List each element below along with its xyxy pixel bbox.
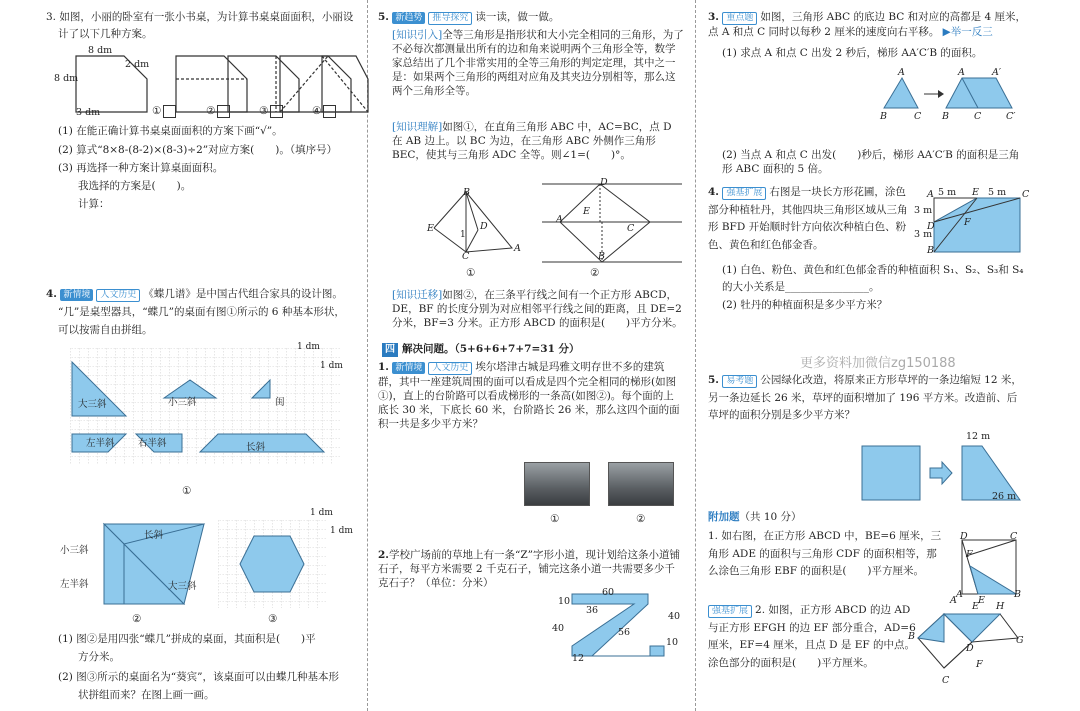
ex2-B: B [908, 631, 915, 642]
tri-C: C [914, 111, 922, 122]
bed-D: D [927, 221, 935, 232]
ex2-G: G [1016, 635, 1024, 646]
ex2-F: F [976, 659, 983, 670]
lbl-A: A [514, 243, 521, 254]
column-divider-right [695, 0, 696, 711]
q5-title: 5. 新趋势 推导探究 读一读，做一做。 [378, 11, 560, 23]
ex1-F: F [966, 549, 973, 560]
lawn-dim-26: 26 m [992, 491, 1017, 502]
dim-right: 2 dm [125, 59, 150, 70]
fig2-label-big: 大三斜 [168, 581, 197, 592]
fig2-label: ② [132, 613, 142, 625]
photo2-label: ② [636, 513, 646, 525]
zdim-10b: 10 [666, 637, 679, 648]
option-3[interactable]: ③ [259, 104, 283, 118]
lbl-angle1: 1 [460, 230, 466, 240]
lawn-dim-12: 12 m [966, 431, 991, 442]
lbl-C: C [462, 251, 470, 262]
q4-sub2b: 状拼组而来？在图上画一画。 [78, 689, 215, 701]
c3-q3-sub2: (2) 当点 A 和点 C 出发( )秒后，梯形 AA′C′B 的面积是三角形 ABC 面积的 5 倍。 [722, 149, 1020, 175]
c3-q5: 5. 易考题 公园绿化改造，将原来正方形草坪的一条边缩短 12 米，另一条边延长 26 米，草坪的面积增加了 196 平方米。改造前、后草坪的面积分别是多少平方米？ [708, 374, 1022, 421]
pyramid-photo-2 [608, 462, 674, 506]
q4-sub1b: 方分米。 [78, 651, 120, 663]
ex2-D: D [966, 643, 974, 654]
bed-E: E [972, 187, 979, 198]
unit-label-1: 1 dm [297, 342, 320, 352]
tri-B: B [880, 111, 887, 122]
shape-label-big: 大三斜 [78, 399, 107, 410]
q4-line1: 4. 新情境 人文历史 《蝶几谱》是中国古代组合家具的设计图。 [46, 288, 343, 300]
trap-C: C [974, 111, 982, 122]
bed-dim-3m-a: 3 m [914, 205, 933, 216]
q3-sub2: (2) 算式“8×8-(8-2)×(8-3)÷2”对应方案( )。（填序号） [58, 144, 338, 156]
photo1-label: ① [550, 513, 560, 525]
trap-B: B [942, 111, 949, 122]
c3-q3-sub1: (1) 求点 A 和点 C 出发 2 秒后，梯形 AA′C′B 的面积。 [722, 47, 983, 59]
ex1-C: C [1010, 531, 1018, 542]
c3-q4: 4. 强基扩展 右图是一块长方形花圃，涂色部分种植牡丹，其他四块三角形区域从三角形 BFD 开始顺时针方向依次种植白色、粉色、黄色和红色郁金香。 [708, 186, 908, 251]
lbl-E: E [427, 223, 434, 234]
dim-bottom: 3 dm [76, 107, 101, 118]
bed-dim-5m-b: 5 m [988, 187, 1007, 198]
q3-line2: 计了以下几种方案。 [58, 28, 153, 40]
trap-A: A [958, 67, 965, 78]
q3-sub3b: 计算： [78, 198, 110, 210]
q5-para2: [知识理解]如图①，在直角三角形 ABC 中，AC=BC，点 D 在 AB 边上。以 BC 为边，在三角形 ABC 外侧作三角形 BEC，使其与三角形 ADC 全等。则∠1=( )°。 [392, 121, 672, 161]
extra-q1: 1. 如右图，在正方形 ABCD 中，BE=6 厘米，三角形 ADE 的面积与三角形 CDF 的面积相等，那么涂色三角形 EBF 的面积是( )平方厘米。 [708, 530, 942, 577]
q5-para1: [知识引入]全等三角形是指形状和大小完全相同的三角形，为了不必每次都测量出所有的边和角来说明两个三角形全等，数学家总结出了几个非常实用的全等三角形的判定定理，其中之一是：如果两个三角形的两组对应角及其夹边分别相等，那么这两个三角形全等。 [392, 29, 684, 97]
bed-dim-3m-b: 3 m [914, 229, 933, 240]
q4-sub2: (2) 图③所示的桌面名为“葵宾”，该桌面可以由蝶几种基本形 [58, 671, 339, 683]
ex1-A: A [956, 589, 963, 600]
lbl2-B: B [598, 251, 605, 262]
pyramid-photo-1 [524, 462, 590, 506]
q5-figures [422, 180, 682, 270]
column-3 [702, 0, 1080, 711]
lbl2-D: D [600, 177, 608, 188]
c3-q4-sub1: (1) 白色、粉色、黄色和红色郁金香的种植面积 S₁、S₂、S₃和 S₄的大小关系是________________。 [722, 264, 1024, 293]
q3-sub3a: 我选择的方案是( )。 [78, 180, 192, 192]
ex1-B: B [1014, 589, 1021, 600]
q3-line1: 3. 如图，小丽的卧室有一张小书桌，为计算书桌桌面面积，小丽设 [46, 11, 354, 23]
lbl2-E: E [583, 206, 590, 217]
bed-dim-5m-a: 5 m [938, 187, 957, 198]
lbl-D: D [480, 221, 488, 232]
q4-line3: 可以按需自由拼组。 [58, 324, 153, 336]
q5-fig2-label: ② [590, 267, 600, 279]
shape-label-gui: 闺 [275, 397, 285, 408]
butterfly-fig3 [218, 520, 328, 610]
fig2-label-left: 左半斜 [60, 579, 89, 590]
q3-sub3: (3) 再选择一种方案计算桌面面积。 [58, 162, 224, 174]
q5-fig1-label: ① [466, 267, 476, 279]
q4-sub1: (1) 图②是用四张“蝶几”拼成的桌面，其面积是( )平 [58, 633, 316, 645]
option-2[interactable]: ② [206, 104, 230, 118]
trap-C2: C′ [1006, 111, 1016, 122]
option-1[interactable]: ① [152, 104, 176, 118]
fig3-label: ③ [268, 613, 278, 625]
extra-q2: 强基扩展 2. 如图，正方形 ABCD 的边 AD 与正方形 EFGH 的边 EF 部分重合，AD=6 厘米，EF=4 厘米，且点 D 是 EF 的中点。涂色部分的面积是( )平方厘米。 [708, 604, 916, 669]
zdim-60: 60 [602, 587, 615, 598]
q4-line2: “几”是桌型器具，“蝶几”的桌面有图①所示的 6 种基本形状， [58, 306, 345, 318]
shape-label-left: 左半斜 [86, 438, 115, 449]
bed-A: A [927, 189, 934, 200]
shape-label-long: 长斜 [246, 442, 266, 453]
extra-fig1 [958, 536, 1020, 602]
zdim-40b: 40 [668, 611, 681, 622]
ex2-E: E [972, 601, 979, 612]
ex1-D: D [960, 531, 968, 542]
unit-label-2: 1 dm [310, 508, 333, 518]
dim-left: 8 dm [54, 73, 79, 84]
tri-A: A [898, 67, 905, 78]
watermark: 更多资料加微信zg150188 [800, 356, 956, 371]
flowerbed-fig [930, 194, 1024, 258]
dim-top: 8 dm [88, 45, 113, 56]
c3-q3: 3. 重点题 如图，三角形 ABC 的底边 BC 和对应的高都是 4 厘米，点 A 和点 C 同时以每秒 2 厘米的速度向右平移。 ▶举一反三 [708, 11, 1027, 38]
option-4[interactable]: ④ [312, 104, 336, 118]
unit-label-1b: 1 dm [320, 361, 343, 371]
column-1 [0, 0, 365, 711]
extra-title: 附加题（共 10 分） [708, 511, 802, 523]
zdim-40a: 40 [552, 623, 565, 634]
fig1-label: ① [182, 485, 192, 497]
zdim-12: 12 [572, 653, 585, 664]
section-4-title: 四 解决问题。（5+6+6+7+7=31 分） [382, 342, 580, 357]
bed-B: B [927, 245, 934, 256]
q5-para3: [知识迁移]如图②，在三条平行线之间有一个正方形 ABCD，DE，BF 的长度分别为对应相邻平行线之间的距离，且 DE=2 分米，BF=3 分米。正方形 ABCD 的面积是( )平方分米。 [392, 289, 683, 329]
sol-q2: 2.学校广场前的草地上有一条“Z”字形小道，现计划给这条小道铺石子，每平方米需要 2 千克石子，铺完这条小道一共需要多少千克石子？（单位：分米） [378, 549, 680, 589]
ex2-C: C [942, 675, 950, 686]
lbl2-A: A [556, 214, 563, 225]
c3-q4-sub2: (2) 牡丹的种植面积是多少平方米？ [722, 299, 888, 311]
link-more[interactable]: ▶举一反三 [942, 26, 993, 38]
ex2-H: H [996, 601, 1005, 612]
ex2-A: A [950, 595, 957, 606]
column-2 [372, 0, 690, 711]
bed-C: C [1022, 189, 1030, 200]
fig2-label-small: 小三斜 [60, 545, 89, 556]
q3-sub1: (1) 在能正确计算书桌桌面面积的方案下画“√”。 [58, 125, 283, 137]
zdim-56: 56 [618, 627, 631, 638]
shape-label-small: 小三斜 [168, 397, 197, 408]
zdim-36: 36 [586, 605, 599, 616]
zdim-10a: 10 [558, 596, 571, 607]
lbl2-C: C [627, 223, 635, 234]
sol-q1: 1. 新情境 人文历史 埃尔塔津古城是玛雅文明存世不多的建筑群，其中一座建筑周围的面可以看成是四个完全相同的梯形(如图①)，直上的台阶路可以看成梯形的一条高(如图②)。每个面的上底长 30 米，下底长 60 米，台阶路长 26 米，那么这四个面的面积一共是多少平方米？ [378, 361, 680, 430]
lbl-B: B [463, 187, 470, 198]
unit-label-2b: 1 dm [330, 526, 353, 536]
trap-A2: A′ [992, 67, 1002, 78]
shape-label-right: 右半斜 [138, 438, 167, 449]
bed-F: F [964, 217, 971, 228]
fig2-label-long: 长斜 [144, 530, 164, 541]
ex1-E: E [978, 595, 985, 606]
